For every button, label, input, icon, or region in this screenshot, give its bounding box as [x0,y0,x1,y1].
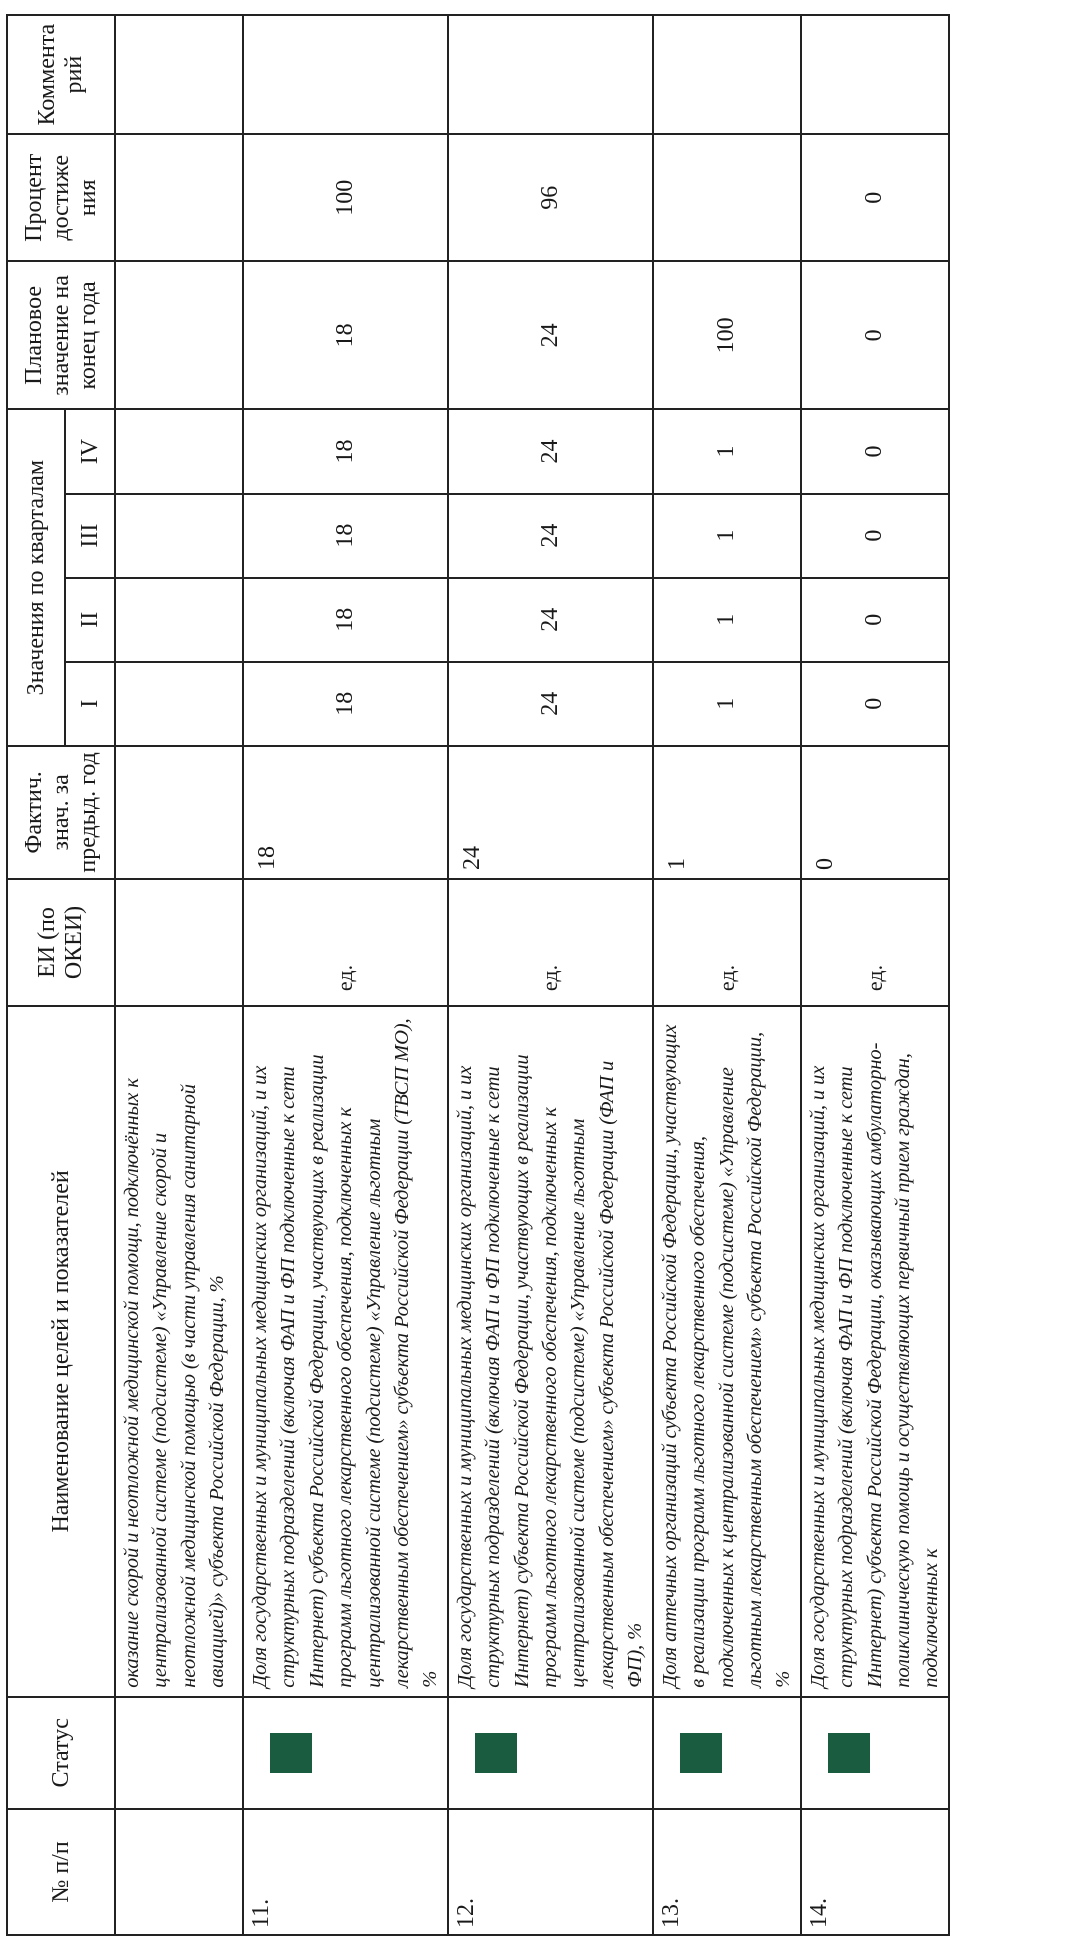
cell-empty [115,746,243,879]
fact-prev-year: 0 [801,746,949,879]
header-name: Наименование целей и показателей [7,1006,115,1697]
unit-cell: ед. [653,879,801,1006]
quarter-4-value: 0 [801,409,949,493]
quarter-1-value: 18 [243,662,448,746]
continuation-name-cell: оказание скорой и неотложной медицинской помощи, подключённых к централизованной системе (подсистеме) «Управление скорой и неотложной медицинской помощью (в части управления санитарной авиацией)» субъекта Российской Федерации, % [115,1006,243,1697]
comment-cell [653,15,801,134]
quarter-1-value: 0 [801,662,949,746]
quarter-3-value: 0 [801,494,949,578]
quarter-4-value: 18 [243,409,448,493]
table-row-continuation [115,15,243,1935]
plan-value: 0 [801,261,949,409]
row-num: 13. [653,1809,801,1935]
cell-empty [115,879,243,1006]
status-cell [653,1697,801,1809]
quarter-4-value: 24 [448,409,653,493]
quarter-3-value: 18 [243,494,448,578]
quarter-2-value: 1 [653,578,801,662]
unit-cell: ед. [801,879,949,1006]
fact-prev-year: 18 [243,746,448,879]
header-plan: Плановое значение на конец года [7,261,115,409]
indicator-name: Доля государственных и муниципальных медицинских организаций, и их структурных подразделений (включая ФАП и ФП подключенные к сети Интернет) субъекта Российской Федерации, участвующих в реализации программ льготного лекарственного обеспечения, подключенных к централизованной системе (подсистеме) «Управление льготным лекарственным обеспечением» субъекта Российской Федерации (ТВСП МО), % [243,1006,448,1697]
percent-value: 96 [448,134,653,261]
unit-cell: ед. [243,879,448,1006]
header-percent: Процент достиже ния [7,134,115,261]
status-cell [448,1697,653,1809]
row-num: 12. [448,1809,653,1935]
indicator-name: Доля государственных и муниципальных медицинских организаций, и их структурных подразделений (включая ФАП и ФП подключенные к сети Интернет) субъекта Российской Федерации, участвующих в реализации программ льготного лекарственного обеспечения, подключенных к централизованной системе (подсистеме) «Управление льготным лекарственным обеспечением» субъекта Российской Федерации (ФАП и ФП), % [448,1006,653,1697]
header-quarter-2: II [65,578,115,662]
status-green-marker [475,1733,517,1773]
comment-cell [448,15,653,134]
cell-empty [115,15,243,134]
row-num: 11. [243,1809,448,1935]
comment-cell [243,15,448,134]
table-row [801,15,949,1935]
quarter-4-value: 1 [653,409,801,493]
header-quarter-3: III [65,494,115,578]
percent-value: 100 [243,134,448,261]
unit-cell: ед. [448,879,653,1006]
quarter-3-value: 1 [653,494,801,578]
percent-value: 0 [801,134,949,261]
plan-value: 18 [243,261,448,409]
cell-empty [115,409,243,493]
plan-value: 24 [448,261,653,409]
indicator-name: Доля аптечных организаций субъекта Российской Федерации, участвующих в реализации программ льготного лекарственного обеспечения, подключенных к централизованной системе (подсистеме) «Управление льготным лекарственным обеспечением» субъекта Российской Федерации, % [653,1006,801,1697]
cell-empty [115,1697,243,1809]
quarter-2-value: 18 [243,578,448,662]
quarter-1-value: 1 [653,662,801,746]
table-row [448,15,653,1935]
fact-prev-year: 1 [653,746,801,879]
cell-empty [115,261,243,409]
status-cell [801,1697,949,1809]
status-green-marker [270,1733,312,1773]
header-fact: Фактич. знач. за предыд. год [7,746,115,879]
indicators-table [6,14,950,1936]
plan-value: 100 [653,261,801,409]
status-cell [243,1697,448,1809]
cell-empty [115,1809,243,1935]
indicator-name: Доля государственных и муниципальных медицинских организаций, и их структурных подразделений (включая ФАП и ФП подключенные к сети Интернет) субъекта Российской Федерации, оказывающих амбулаторно-поликлиническую помощь и осуществляющих первичный прием граждан, подключенных к [801,1006,949,1697]
cell-empty [115,494,243,578]
fact-prev-year: 24 [448,746,653,879]
cell-empty [115,662,243,746]
quarter-2-value: 0 [801,578,949,662]
header-status: Статус [7,1697,115,1809]
cell-empty [115,134,243,261]
quarter-3-value: 24 [448,494,653,578]
quarter-2-value: 24 [448,578,653,662]
cell-empty [115,578,243,662]
comment-cell [801,15,949,134]
header-quarters-title: Значения по кварталам [7,409,65,745]
header-quarter-1: I [65,662,115,746]
header-num: № п/п [7,1809,115,1935]
header-ei: ЕИ (по ОКЕИ) [7,879,115,1006]
header-comment: Коммента рий [7,15,115,134]
row-num: 14. [801,1809,949,1935]
percent-value [653,134,801,261]
table-row [243,15,448,1935]
header-quarter-4: IV [65,409,115,493]
status-green-marker [828,1733,870,1773]
quarter-1-value: 24 [448,662,653,746]
status-green-marker [680,1733,722,1773]
table-row [653,15,801,1935]
